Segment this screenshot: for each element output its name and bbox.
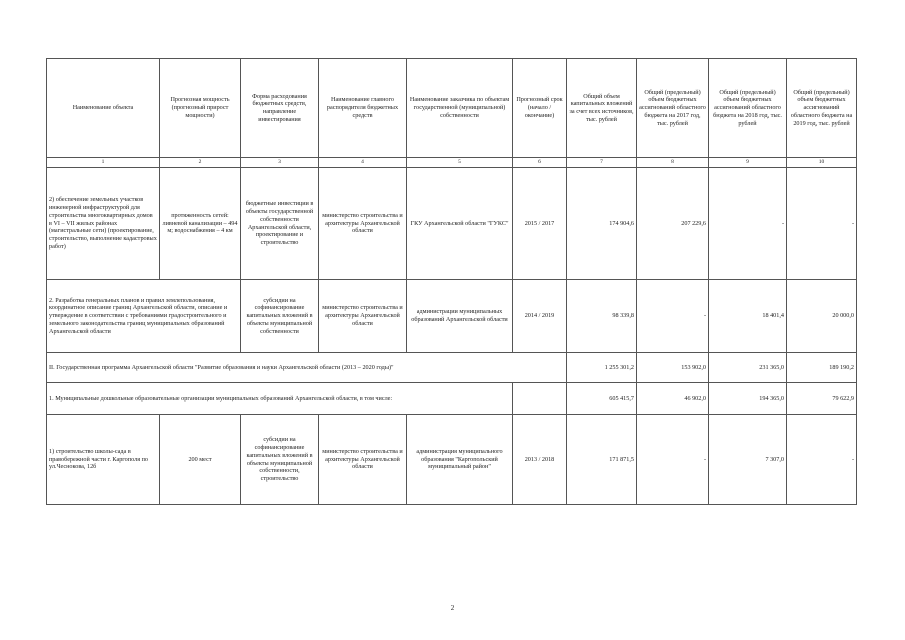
amount-2017: - <box>637 415 709 505</box>
column-number: 8 <box>637 158 709 168</box>
header-cell: Общий (предельный) объем бюджетных ассигнований областного бюджета на 2018 год, тыс. рублей <box>709 59 787 158</box>
header-cell: Общий объем капитальных вложений за счет всех источников, тыс. рублей <box>567 59 637 158</box>
budget-manager: министерство строительства и архитектуры Архангельской области <box>319 168 407 280</box>
column-number: 10 <box>787 158 857 168</box>
spending-form: бюджетные инвестиции в объекты государственной собственности Архангельской области, проектирование и строительство <box>241 168 319 280</box>
header-cell: Наименование объекта <box>47 59 160 158</box>
page-number: 2 <box>450 604 455 612</box>
amount-2018: 194 365,0 <box>709 383 787 415</box>
header-cell: Прогнозная мощность (прогнозный прирост мощности) <box>160 59 241 158</box>
amount-2017: - <box>637 280 709 353</box>
amount-2018: - <box>709 168 787 280</box>
total-amount: 98 339,8 <box>567 280 637 353</box>
header-cell: Наименование заказчика по объектам государственной (муниципальной) собственности <box>407 59 513 158</box>
capacity: протяженность сетей: ливневой канализации – 494 м; водоснабжения – 4 км <box>160 168 241 280</box>
customer: администрация муниципального образования "Каргопольский муниципальный район" <box>407 415 513 505</box>
category-name: 1. Муниципальные дошкольные образовательные организации муниципальных образований Архангельской области, в том числе: <box>47 383 513 415</box>
column-number-row <box>47 158 857 168</box>
amount-2018: 7 307,0 <box>709 415 787 505</box>
program-name: II. Государственная программа Архангельской области "Развитие образования и науки Архангельской области (2013 – 2020 годы)" <box>47 353 567 383</box>
customer: администрации муниципальных образований Архангельской области <box>407 280 513 353</box>
budget-manager: министерство строительства и архитектуры Архангельской области <box>319 415 407 505</box>
budget-manager: министерство строительства и архитектуры Архангельской области <box>319 280 407 353</box>
column-number: 7 <box>567 158 637 168</box>
column-number: 4 <box>319 158 407 168</box>
amount-2019: 20 000,0 <box>787 280 857 353</box>
total-amount: 171 871,5 <box>567 415 637 505</box>
customer: ГКУ Архангельской области "ГУКС" <box>407 168 513 280</box>
table-row <box>47 383 857 415</box>
object-name: 1) строительство школы-сада в правобережной части г. Каргополя по ул.Чеснокова, 12б <box>47 415 160 505</box>
amount-2019: 189 190,2 <box>787 353 857 383</box>
amount-2018: 18 401,4 <box>709 280 787 353</box>
total-amount: 1 255 301,2 <box>567 353 637 383</box>
table-row <box>47 280 857 353</box>
header-cell: Общий (предельный) объем бюджетных ассигнований областного бюджета на 2019 год, тыс. рублей <box>787 59 857 158</box>
table-row <box>47 353 857 383</box>
column-number: 9 <box>709 158 787 168</box>
investment-objects-table <box>46 58 857 505</box>
term: 2014 / 2019 <box>513 280 567 353</box>
term: 2015 / 2017 <box>513 168 567 280</box>
amount-2017: 207 229,6 <box>637 168 709 280</box>
spending-form: субсидии на софинансирование капитальных вложений в объекты муниципальной собственности <box>241 280 319 353</box>
column-number: 2 <box>160 158 241 168</box>
header-cell: Общий (предельный) объем бюджетных ассигнований областного бюджета на 2017 год, тыс. рублей <box>637 59 709 158</box>
total-amount: 605 415,7 <box>567 383 637 415</box>
spending-form: субсидии на софинансирование капитальных вложений в объекты муниципальной собственности, строительство <box>241 415 319 505</box>
column-number: 6 <box>513 158 567 168</box>
amount-2019: - <box>787 415 857 505</box>
column-number: 5 <box>407 158 513 168</box>
term: 2013 / 2018 <box>513 415 567 505</box>
header-cell: Форма расходования бюджетных средств, направление инвестирования <box>241 59 319 158</box>
amount-2019: - <box>787 168 857 280</box>
amount-2019: 79 622,9 <box>787 383 857 415</box>
total-amount: 174 904,6 <box>567 168 637 280</box>
amount-2018: 231 365,0 <box>709 353 787 383</box>
amount-2017: 153 902,0 <box>637 353 709 383</box>
capacity: 200 мест <box>160 415 241 505</box>
amount-2017: 46 902,0 <box>637 383 709 415</box>
header-row <box>47 59 857 158</box>
object-name: 2) обеспечение земельных участков инженерной инфраструктурой для строительства многоквартирных домов в VI – VII жилых районах (магистральные сети) (проектирование, строительство, выполнение кадастровых работ) <box>47 168 160 280</box>
table-row <box>47 168 857 280</box>
header-cell: Прогнозный срок (начало / окончание) <box>513 59 567 158</box>
header-cell: Наименование главного распорядителя бюджетных средств <box>319 59 407 158</box>
column-number: 1 <box>47 158 160 168</box>
table-row <box>47 415 857 505</box>
empty-cell <box>513 383 567 415</box>
object-name: 2. Разработка генеральных планов и правил землепользования, координатное описание границ Архангельской области, описание и утверждение в соответствии с требованиями градостроительного и земельного законодательства границ муниципальных образований Архангельской области <box>47 280 241 353</box>
column-number: 3 <box>241 158 319 168</box>
